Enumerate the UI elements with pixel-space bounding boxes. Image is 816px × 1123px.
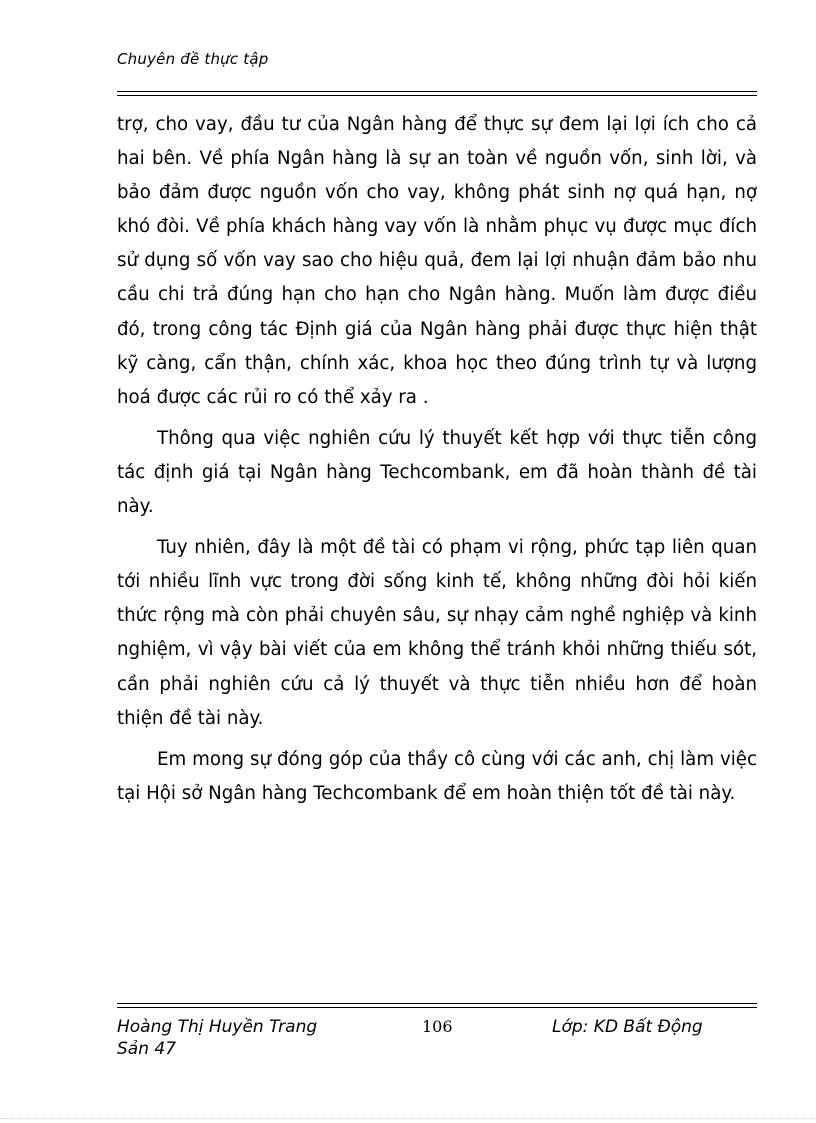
paragraph-3: Tuy nhiên, đây là một đề tài có phạm vi rộng, phức tạp liên quan tới nhiều lĩnh vực trong đời sống kinh tế, không những đòi hỏi kiến thức rộng mà còn phải chuyên sâu, sự nhạy cảm nghề nghiệp và kinh nghiệm, vì vậy bài viết của em không thể tránh khỏi những thiếu sót, cần phải nghiên cứu cả lý thuyết và thực tiễn nhiều hơn để hoàn thiện đề tài này. <box>117 537 757 729</box>
document-body <box>117 108 757 818</box>
footer-divider <box>117 1003 757 1008</box>
paragraph-1: trợ, cho vay, đầu tư của Ngân hàng để thực sự đem lại lợi ích cho cả hai bên. Về phía Ngân hàng là sự an toàn về nguồn vốn, sinh lời, và bảo đảm được nguồn vốn cho vay, không phát sinh nợ quá hạn, nợ khó đòi. Về phía khách hàng vay vốn là nhằm phục vụ được mục đích sử dụng số vốn vay sao cho hiệu quả, đem lại lợi nhuận đảm bảo nhu cầu chi trả đúng hạn cho hạn cho Ngân hàng. Muốn làm được điều đó, trong công tác Định giá của Ngân hàng phải được thực hiện thật kỹ càng, cẩn thận, chính xác, khoa học theo đúng trình tự và lượng hoá được các rủi ro có thể xảy ra . <box>117 114 757 408</box>
paragraph-2: Thông qua việc nghiên cứu lý thuyết kết hợp với thực tiễn công tác định giá tại Ngân hàng Techcombank, em đã hoàn thành đề tài này. <box>117 427 757 518</box>
footer-class-continuation: Sản 47 <box>117 1039 177 1059</box>
page-header-title: Chuyên đề thực tập <box>117 50 269 68</box>
header-divider <box>117 91 757 96</box>
paragraph-4: Em mong sự đóng góp của thầy cô cùng với các anh, chị làm việc tại Hội sở Ngân hàng Techcombank để em hoàn thiện tốt đề tài này. <box>117 748 757 804</box>
footer-class-label: Lớp: KD Bất Động <box>552 1017 703 1037</box>
page-bottom-edge <box>0 1118 816 1119</box>
footer-author: Hoàng Thị Huyền Trang <box>117 1017 318 1037</box>
page-number: 106 <box>422 1017 453 1036</box>
